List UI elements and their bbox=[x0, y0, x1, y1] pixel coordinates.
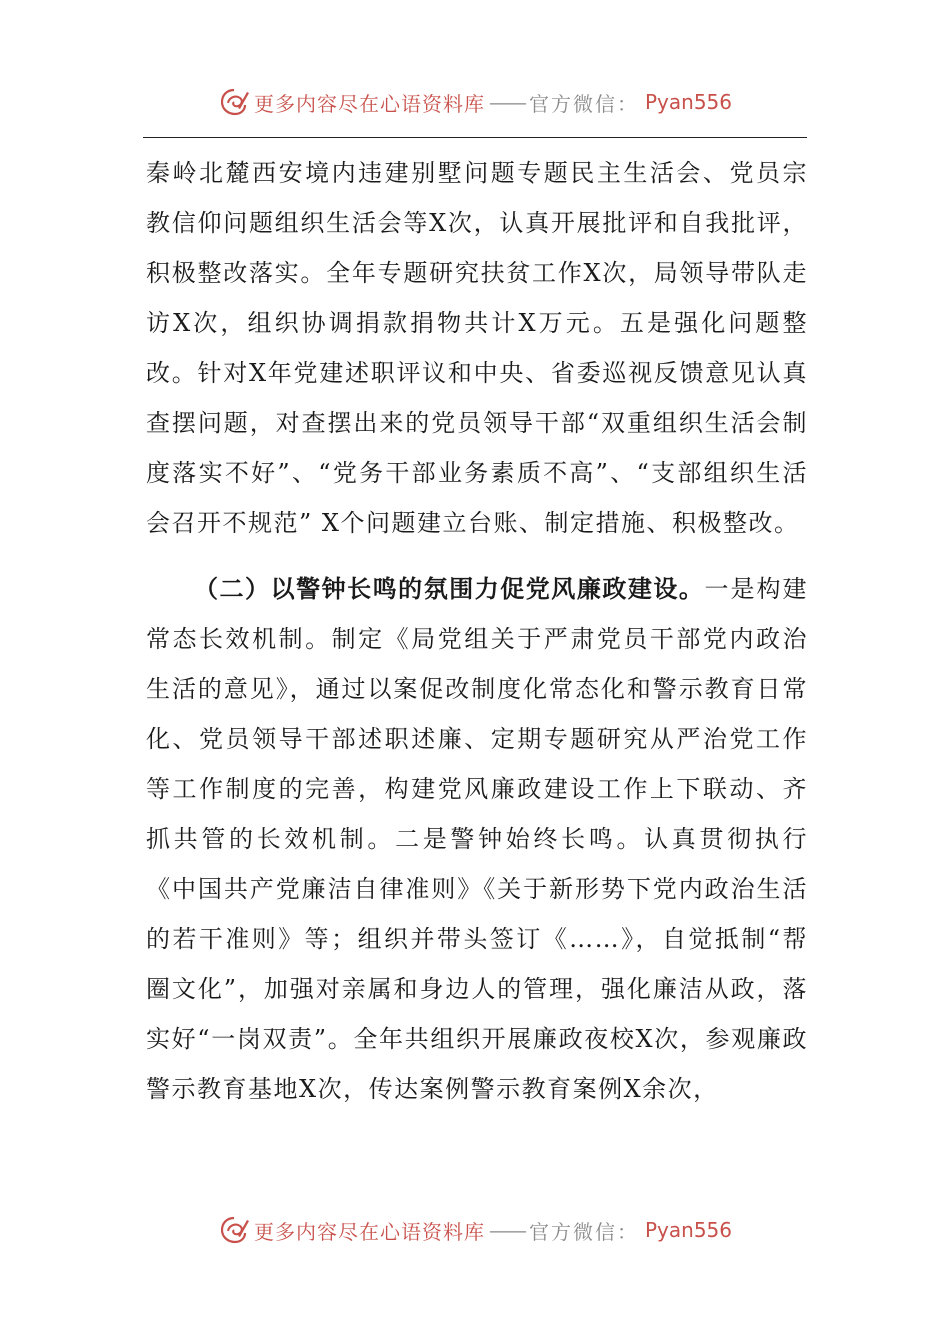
section-paragraph bbox=[146, 564, 808, 1114]
header-official-label: 官方微信： bbox=[528, 91, 639, 116]
header-divider bbox=[143, 137, 807, 138]
footer-brand: 更多内容尽在心语资料库 bbox=[253, 1219, 485, 1244]
section-heading: （二）以警钟长鸣的氛围力促党风廉政建设。 bbox=[194, 574, 705, 603]
footer-official-label: 官方微信： bbox=[528, 1219, 639, 1244]
footer-separator: —— bbox=[488, 1218, 525, 1242]
header-separator: —— bbox=[488, 90, 525, 114]
pen-swirl-logo-icon bbox=[218, 86, 250, 118]
paragraph: 秦岭北麓西安境内违建别墅问题专题民主生活会、党员宗教信仰问题组织生活会等X次，认真开展批评和自我批评，积极整改落实。全年专题研究扶贫工作X次，局领导带队走访X次，组织协调捐款捐物共计X万元。五是强化问题整改。针对X年党建述职评议和中央、省委巡视反馈意见认真查摆问题，对查摆出来的党员领导干部“双重组织生活会制度落实不好”、“党务干部业务素质不高”、“支部组织生活会召开不规范” X个问题建立台账、制定措施、积极整改。 bbox=[146, 159, 808, 537]
pen-swirl-logo-icon bbox=[218, 1214, 250, 1246]
document-body bbox=[146, 148, 808, 1114]
header-wechat-id: Pyan556 bbox=[644, 90, 732, 114]
header-brand: 更多内容尽在心语资料库 bbox=[253, 91, 485, 116]
footer-watermark bbox=[0, 1210, 950, 1250]
section-body: 一是构建常态长效机制。制定《局党组关于严肃党员干部党内政治生活的意见》，通过以案促改制度化常态化和警示教育日常化、党员领导干部述职述廉、定期专题研究从严治党工作等工作制度的完善，构建党风廉政建设工作上下联动、齐抓共管的长效机制。二是警钟始终长鸣。认真贯彻执行《中国共产党廉洁自律准则》《关于新形势下党内政治生活的若干准则》等；组织并带头签订《……》，自觉抵制“帮圈文化”，加强对亲属和身边人的管理，强化廉洁从政，落实好“一岗双责”。全年共组织开展廉政夜校X次，参观廉政警示教育基地X次，传达案例警示教育案例X余次， bbox=[146, 575, 809, 1103]
header-watermark bbox=[0, 82, 950, 122]
footer-wechat-id: Pyan556 bbox=[644, 1218, 732, 1242]
